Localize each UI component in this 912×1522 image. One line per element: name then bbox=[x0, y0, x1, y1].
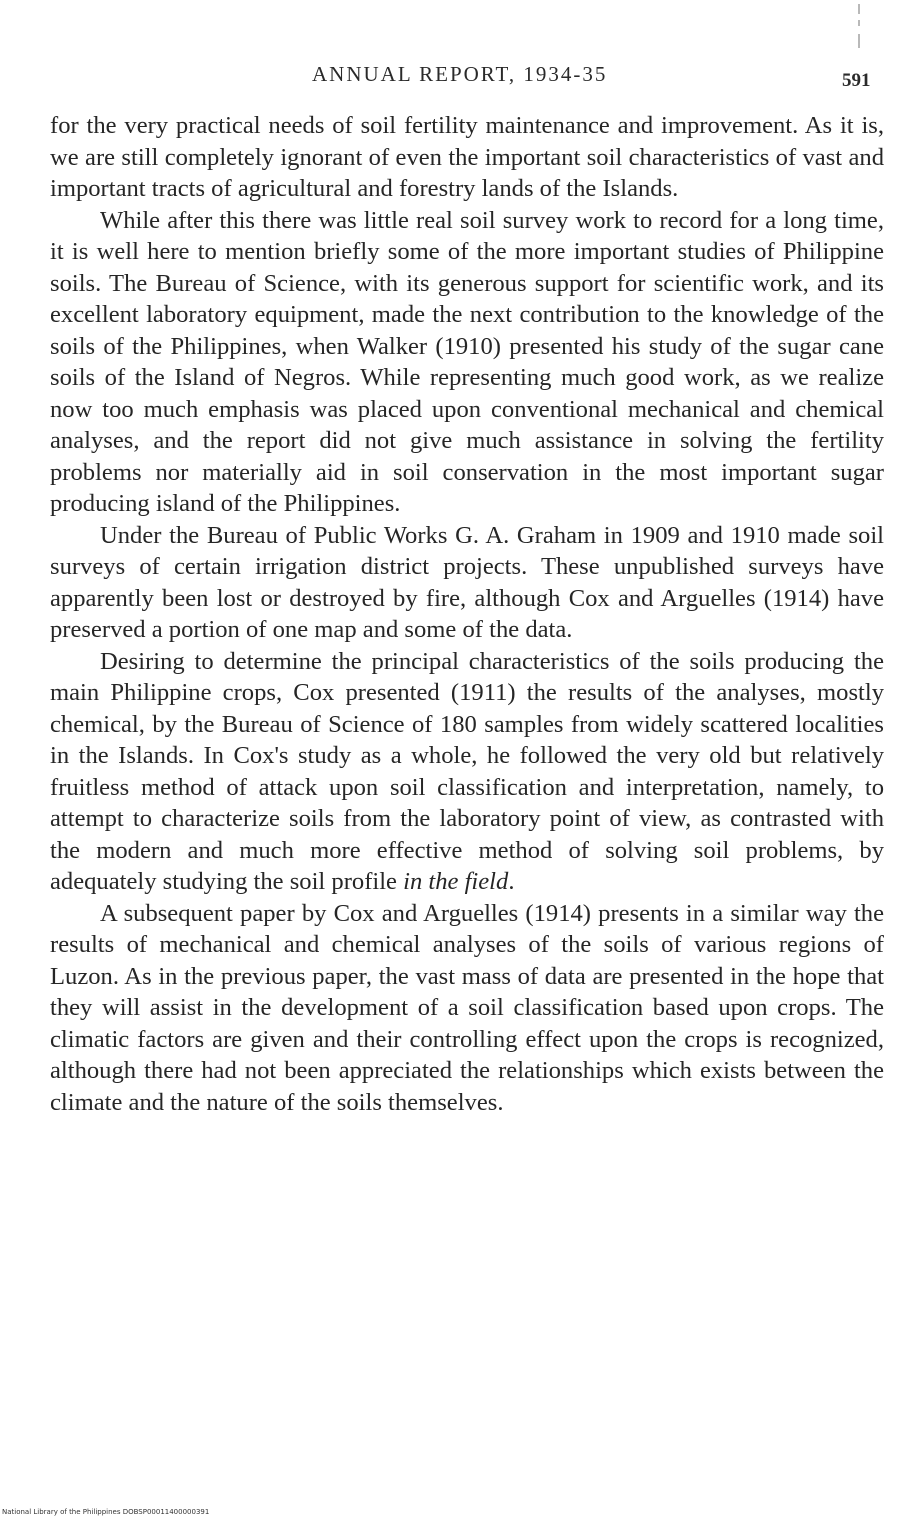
paragraph-cox-arguelles: A subsequent paper by Cox and Arguelles (1914) presents in a similar way the results of mechanical and chemical analyses of the soils of various regions of Luzon. As in the previous paper, the vast mass of data are presented in the hope that they will assist in the development of a soil classification based upon crops. The climatic factors are given and their controlling effect upon the crops is recognized, although there had not been appreciated the relationships which exists between the climate and the nature of the soils themselves. bbox=[50, 899, 884, 1116]
paragraph-cox-1911-text: Desiring to determine the principal characteristics of the soils producing the main Philippine crops, Cox presented (1911) the results of the analyses, mostly chemical, by the Bureau of Science of 180 samples from widely scattered localities in the Islands. In Cox's study as a whole, he followed the very old but relatively fruitless method of attack upon soil classification and interpretation, namely, to attempt to characterize soils from the laboratory point of view, as contrasted with the modern and much more effective method of solving soil problems, by adequately studying the soil profile bbox=[50, 647, 884, 895]
paragraph-walker: While after this there was little real soil survey work to record for a long time, it is well here to mention briefly some of the more important studies of Philippine soils. The Bureau of Science, with its generous support for scientific work, and its excellent laboratory equipment, made the next contribution to the knowledge of the soils of the Philippines, when Walker (1910) presented his study of the sugar cane soils of the Island of Negros. While representing much good work, as we realize now too much emphasis was placed upon conventional mechanical and chemical analyses, and the report did not give much assistance in solving the fertility problems nor materially aid in soil conservation in the most important sugar producing island of the Philippines. bbox=[50, 206, 884, 517]
paragraph-cox-1911-end: . bbox=[508, 868, 515, 895]
running-title: ANNUAL REPORT, 1934-35 bbox=[312, 62, 608, 86]
footer-credit: National Library of the Philippines DOBSP00011400000391 bbox=[2, 1508, 210, 1516]
body-text bbox=[50, 110, 884, 1118]
paragraph-continuation: for the very practical needs of soil fertility maintenance and improvement. As it is, we are still completely ignorant of even the important soil characteristics of vast and important tracts of agricultural and forestry lands of the Islands. bbox=[50, 112, 884, 202]
page-number: 591 bbox=[842, 70, 871, 91]
paragraph-cox-1911 bbox=[50, 646, 884, 898]
running-header bbox=[0, 62, 912, 92]
scan-artifact bbox=[852, 0, 866, 52]
paragraph-graham: Under the Bureau of Public Works G. A. Graham in 1909 and 1910 made soil surveys of certain irrigation district projects. These unpublished surveys have apparently been lost or destroyed by fire, although Cox and Arguelles (1914) have preserved a portion of one map and some of the data. bbox=[50, 521, 884, 643]
paragraph-emphasis: in the field bbox=[403, 868, 509, 895]
